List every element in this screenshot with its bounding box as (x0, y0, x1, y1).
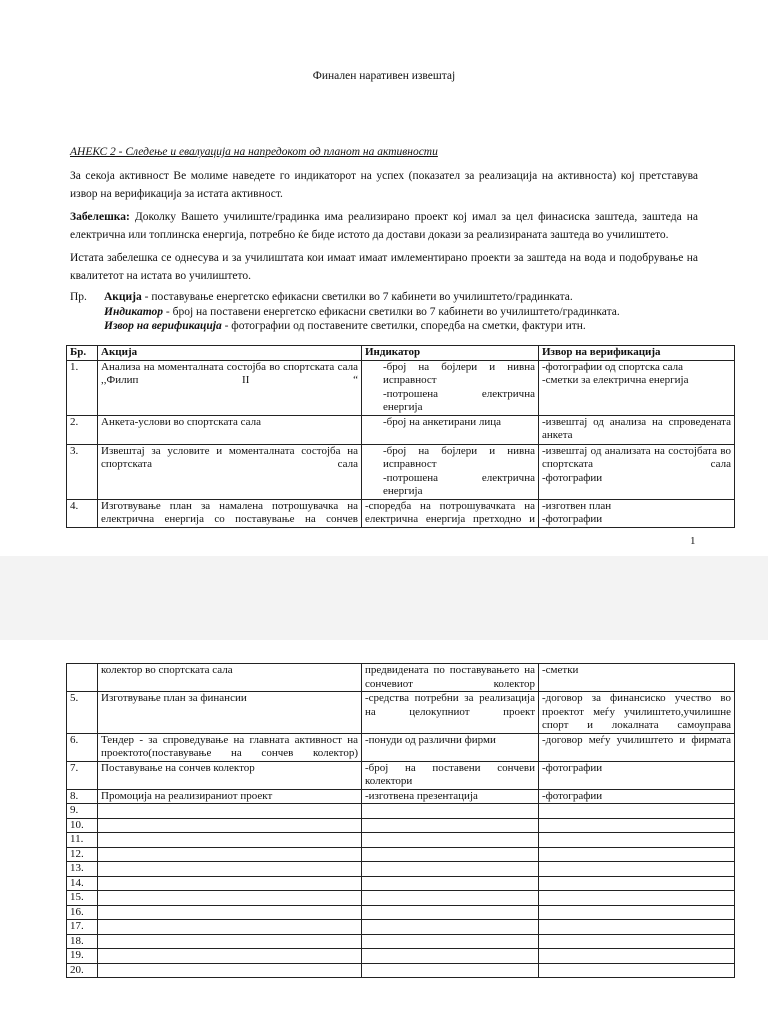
row-action (98, 818, 362, 833)
header-source: Извор на верификација (539, 346, 735, 361)
row-action (98, 876, 362, 891)
page-gap (0, 556, 768, 640)
example-prefix: Пр. (70, 291, 87, 303)
row-indicator (362, 804, 539, 819)
row-number: 16. (67, 905, 98, 920)
row-number: 18. (67, 934, 98, 949)
activity-table-page1 (66, 345, 735, 528)
row-action: Извештај за условите и моменталната состојба на спортската сала (98, 444, 362, 499)
indicator-line: -споредба на потрошувачката на електрична енергија претходно и (365, 499, 535, 525)
row-number: 2. (67, 415, 98, 444)
row-source: -фотографии (539, 761, 735, 789)
row-indicator (362, 499, 539, 527)
source-line: -фотографии (542, 513, 603, 525)
table-row (67, 499, 735, 527)
table-row-empty (67, 804, 735, 819)
row-action: Анкета-услови во спортската сала (98, 415, 362, 444)
row-indicator: -понуди од различни фирми (362, 733, 539, 761)
row-number: 15. (67, 891, 98, 906)
table-row (67, 692, 735, 734)
row-action (98, 847, 362, 862)
table-row (67, 789, 735, 804)
row-indicator (362, 360, 539, 415)
table-row (67, 444, 735, 499)
row-indicator: -изготвена презентација (362, 789, 539, 804)
same-note-paragraph: Истата забелешка се однесува и за училиштата кои имаат имаат имлементирано проекти за заштеда на вода и подобрување на квалитетот на истата во училиштето. (70, 252, 698, 282)
row-indicator: -средства потребни за реализација на целокупниот проект (362, 692, 539, 734)
row-action (98, 905, 362, 920)
row-action (98, 862, 362, 877)
note-paragraph (70, 209, 698, 244)
row-indicator (362, 963, 539, 978)
table-row-empty (67, 905, 735, 920)
table-row (67, 415, 735, 444)
row-action: колектор во спортската сала (98, 664, 362, 692)
row-number: 11. (67, 833, 98, 848)
row-action (98, 499, 362, 527)
source-line: -сметки за електрична енергија (542, 374, 689, 386)
row-source (539, 444, 735, 499)
row-number: 8. (67, 789, 98, 804)
table-row-empty (67, 876, 735, 891)
row-source (539, 949, 735, 964)
row-indicator (362, 920, 539, 935)
indicator-line: -број на бојлери и нивна исправност (383, 360, 535, 386)
document-page-2 (0, 640, 768, 1024)
row-action (98, 920, 362, 935)
example-text-indicator: - број на поставени енергетско ефикасни светилки во 7 кабинети во училиштето/градинката. (163, 305, 620, 318)
page-number: 1 (690, 535, 696, 547)
row-indicator: предвидената по поставувањето на сончевиот колектор (362, 664, 539, 692)
row-number: 17. (67, 920, 98, 935)
row-action (98, 949, 362, 964)
annex-heading: АНЕКС 2 - Следење и евалуација на напредокот од планот на активности (70, 146, 438, 158)
table-row-empty (67, 862, 735, 877)
row-number: 5. (67, 692, 98, 734)
row-action: Тендер - за спроведување на главната активност на проектото(поставување на сончев колектор) (98, 733, 362, 761)
example-label-indicator: Индикатор (104, 305, 164, 318)
header-number: Бр. (67, 346, 98, 361)
table-row (67, 733, 735, 761)
table-row-empty (67, 963, 735, 978)
source-line: -извештај од анализата на состојбата во спортската сала (542, 444, 731, 470)
row-source: -договор за финансиско учество во проектот меѓу училиштето,училишне спорт и локалната самоуправа (539, 692, 735, 734)
example-label-source: Извор на верификација (104, 320, 222, 332)
row-number: 10. (67, 818, 98, 833)
row-number (67, 664, 98, 692)
row-source: -сметки (539, 664, 735, 692)
table-row-empty (67, 949, 735, 964)
source-line: -изготвен план (542, 499, 612, 512)
activity-table-page2 (66, 663, 735, 978)
indicator-line: -потрошена електрична енергија (383, 471, 535, 497)
header-indicator: Индикатор (362, 346, 539, 361)
row-number: 4. (67, 499, 98, 527)
row-number: 13. (67, 862, 98, 877)
intro-paragraph: За секоја активност Ве молиме наведете го индикаторот на успех (показател за реализација на активноста) кој претставува извор на верификација за истата активност. (70, 170, 698, 200)
row-action (98, 804, 362, 819)
row-source (539, 415, 735, 444)
source-line: -фотографии од спортска сала (542, 360, 684, 373)
row-indicator (362, 934, 539, 949)
row-source (539, 891, 735, 906)
row-indicator (362, 415, 539, 444)
row-indicator (362, 444, 539, 499)
indicator-line: -потрошена електрична енергија (383, 387, 535, 413)
table-row-empty (67, 847, 735, 862)
row-action: Поставување на сончев колектор (98, 761, 362, 789)
row-source (539, 963, 735, 978)
row-source (539, 934, 735, 949)
row-source (539, 920, 735, 935)
row-indicator (362, 818, 539, 833)
row-source (539, 862, 735, 877)
source-line: -фотографии (542, 471, 603, 484)
table-header-row (67, 346, 735, 361)
row-source (539, 905, 735, 920)
row-number: 20. (67, 963, 98, 978)
table-row-empty (67, 818, 735, 833)
row-action (98, 934, 362, 949)
row-number: 3. (67, 444, 98, 499)
row-source (539, 804, 735, 819)
table-row-empty (67, 891, 735, 906)
row-source (539, 876, 735, 891)
row-indicator (362, 891, 539, 906)
indicator-line: -број на анкетирани лица (383, 415, 502, 428)
row-action: Анализа на моменталната состојба во спортската сала ,,Филип II “ (98, 360, 362, 415)
row-indicator: -број на поставени сончеви колектори (362, 761, 539, 789)
row-indicator (362, 876, 539, 891)
row-action (98, 963, 362, 978)
row-source (539, 818, 735, 833)
table-row-empty (67, 920, 735, 935)
row-source (539, 847, 735, 862)
action-text: Изготвување план за намалена потрошувачка на електрична енергија со поставување на сончев (101, 499, 358, 525)
row-indicator (362, 847, 539, 862)
example-text-action: - поставување енергетско ефикасни светилки во 7 кабинети во училиштето/градинката. (141, 291, 573, 303)
source-line: -извештај од анализа на спроведената анкета (542, 415, 731, 441)
row-indicator (362, 905, 539, 920)
row-number: 6. (67, 733, 98, 761)
table-row (67, 664, 735, 692)
row-indicator (362, 833, 539, 848)
row-number: 9. (67, 804, 98, 819)
row-number: 1. (67, 360, 98, 415)
row-source: -фотографии (539, 789, 735, 804)
note-label: Забелешка: (70, 211, 130, 223)
table-row-empty (67, 833, 735, 848)
row-action (98, 891, 362, 906)
header-action: Акција (98, 346, 362, 361)
row-action: Промоција на реализираниот проект (98, 789, 362, 804)
row-number: 14. (67, 876, 98, 891)
note-text: Доколку Вашето училиште/градинка има реализирано проект кој имал за цел финасиска заштеда, заштеда на електрична или топлинска енергија, потребно ќе биде истото да достави докази за реализираната заштеда во училиштето. (70, 211, 698, 241)
row-indicator (362, 949, 539, 964)
example-text-source: - фотографии од поставените светилки, споредба на сметки, фактури итн. (221, 320, 586, 332)
row-source: -договор меѓу училиштето и фирмата (539, 733, 735, 761)
row-source (539, 499, 735, 527)
table-row (67, 360, 735, 415)
row-number: 7. (67, 761, 98, 789)
example-label-action: Акција (104, 291, 142, 303)
row-number: 19. (67, 949, 98, 964)
row-number: 12. (67, 847, 98, 862)
row-action: Изготвување план за финансии (98, 692, 362, 734)
example-block (70, 290, 620, 334)
row-action (98, 833, 362, 848)
row-source (539, 833, 735, 848)
indicator-line: -број на бојлери и нивна исправност (383, 444, 535, 470)
row-source (539, 360, 735, 415)
row-indicator (362, 862, 539, 877)
table-row-empty (67, 934, 735, 949)
table-row (67, 761, 735, 789)
document-title: Финален наративен извештај (312, 70, 456, 82)
